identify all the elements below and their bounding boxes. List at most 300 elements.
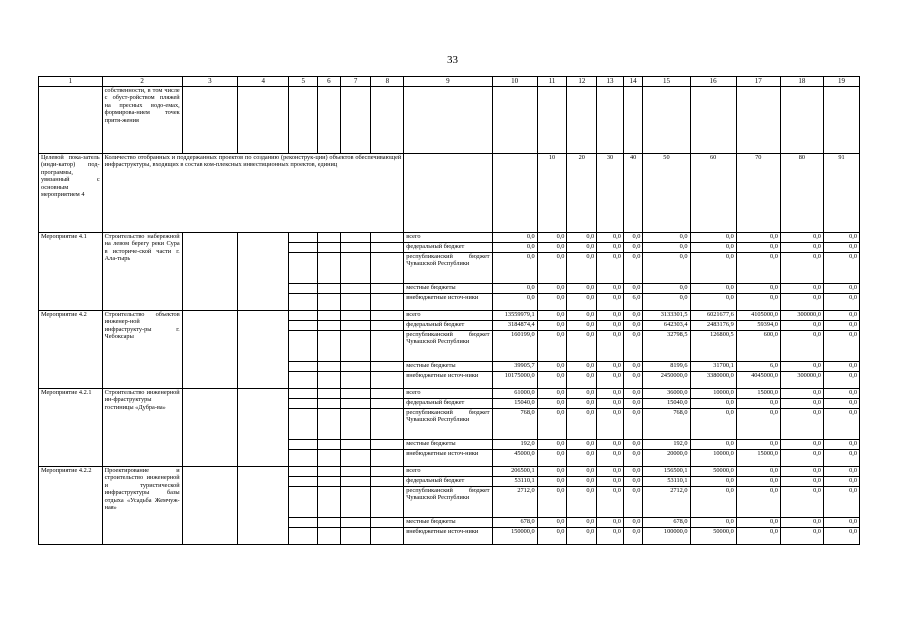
column-header: 15 bbox=[643, 77, 690, 87]
amount-cell: 0,0 bbox=[492, 233, 537, 243]
amount-cell: 0,0 bbox=[567, 253, 597, 284]
empty-cell bbox=[780, 87, 823, 154]
amount-cell: 0,0 bbox=[623, 253, 642, 284]
amount-cell: 0,0 bbox=[823, 528, 859, 545]
amount-cell: 192,0 bbox=[492, 440, 537, 450]
amount-cell: 0,0 bbox=[780, 487, 823, 518]
amount-cell: 39905,7 bbox=[492, 362, 537, 372]
target-value: 80 bbox=[780, 154, 823, 233]
amount-cell: 0,0 bbox=[780, 409, 823, 440]
amount-cell: 0,0 bbox=[597, 450, 624, 467]
amount-cell: 0,0 bbox=[643, 233, 690, 243]
amount-cell: 0,0 bbox=[643, 284, 690, 294]
empty-cell bbox=[492, 154, 537, 233]
empty-cell bbox=[371, 311, 404, 321]
amount-cell: 0,0 bbox=[537, 321, 567, 331]
amount-cell: 0,0 bbox=[690, 253, 736, 284]
funding-source: всего bbox=[404, 389, 492, 399]
column-header: 19 bbox=[823, 77, 859, 87]
amount-cell: 0,0 bbox=[597, 253, 624, 284]
amount-cell: 59394,0 bbox=[736, 321, 780, 331]
amount-cell: 0,0 bbox=[537, 487, 567, 518]
funding-source: республиканский бюджет Чувашской Республики bbox=[404, 253, 492, 284]
amount-cell: 2450000,0 bbox=[643, 372, 690, 389]
funding-source: федеральный бюджет bbox=[404, 477, 492, 487]
funding-source: местные бюджеты bbox=[404, 284, 492, 294]
table-row bbox=[39, 389, 860, 399]
empty-cell bbox=[289, 440, 318, 450]
amount-cell: 678,0 bbox=[492, 518, 537, 528]
empty-cell bbox=[318, 243, 341, 253]
amount-cell: 300000,0 bbox=[780, 311, 823, 321]
funding-source: федеральный бюджет bbox=[404, 399, 492, 409]
amount-cell: 0,0 bbox=[597, 528, 624, 545]
empty-cell bbox=[238, 389, 289, 467]
table-row bbox=[39, 467, 860, 477]
empty-cell bbox=[404, 154, 492, 233]
amount-cell: 0,0 bbox=[492, 294, 537, 311]
empty-cell bbox=[690, 87, 736, 154]
amount-cell: 0,0 bbox=[492, 284, 537, 294]
empty-cell bbox=[340, 518, 371, 528]
empty-cell bbox=[318, 284, 341, 294]
empty-cell bbox=[371, 284, 404, 294]
empty-cell bbox=[289, 311, 318, 321]
target-indicator-row bbox=[39, 154, 860, 233]
empty-cell bbox=[340, 294, 371, 311]
amount-cell: 0,0 bbox=[597, 362, 624, 372]
amount-cell: 0,0 bbox=[537, 409, 567, 440]
amount-cell: 15000,0 bbox=[736, 389, 780, 399]
amount-cell: 0,0 bbox=[597, 284, 624, 294]
empty-cell bbox=[289, 243, 318, 253]
empty-cell bbox=[340, 477, 371, 487]
empty-cell bbox=[340, 409, 371, 440]
amount-cell: 0,0 bbox=[690, 284, 736, 294]
empty-cell bbox=[340, 321, 371, 331]
amount-cell: 0,0 bbox=[567, 518, 597, 528]
amount-cell: 642303,4 bbox=[643, 321, 690, 331]
empty-cell bbox=[371, 487, 404, 518]
amount-cell: 0,0 bbox=[567, 467, 597, 477]
amount-cell: 0,0 bbox=[780, 331, 823, 362]
empty-cell bbox=[371, 477, 404, 487]
amount-cell: 0,0 bbox=[623, 233, 642, 243]
amount-cell: 0,0 bbox=[736, 294, 780, 311]
funding-source: республиканский бюджет Чувашской Республики bbox=[404, 331, 492, 362]
empty-cell bbox=[371, 467, 404, 477]
funding-source: всего bbox=[404, 311, 492, 321]
amount-cell: 0,0 bbox=[597, 243, 624, 253]
amount-cell: 0,0 bbox=[690, 518, 736, 528]
amount-cell: 3380000,0 bbox=[690, 372, 736, 389]
empty-cell bbox=[318, 331, 341, 362]
amount-cell: 0,0 bbox=[537, 518, 567, 528]
amount-cell: 0,0 bbox=[780, 362, 823, 372]
target-label: Целевой пока-затель (инди-катор) под-программы, увязанный с основным мероприятием 4 bbox=[39, 154, 103, 233]
amount-cell: 0,0 bbox=[780, 477, 823, 487]
amount-cell: 0,0 bbox=[537, 253, 567, 284]
amount-cell: 0,0 bbox=[623, 440, 642, 450]
empty-cell bbox=[340, 331, 371, 362]
amount-cell: 0,0 bbox=[537, 440, 567, 450]
empty-cell bbox=[318, 440, 341, 450]
amount-cell: 15040,0 bbox=[492, 399, 537, 409]
empty-cell bbox=[371, 253, 404, 284]
amount-cell: 0,0 bbox=[623, 243, 642, 253]
amount-cell: 0,0 bbox=[597, 477, 624, 487]
table-row bbox=[39, 233, 860, 243]
amount-cell: 53110,1 bbox=[492, 477, 537, 487]
amount-cell: 0,0 bbox=[736, 440, 780, 450]
target-value: 70 bbox=[736, 154, 780, 233]
amount-cell: 0,0 bbox=[690, 409, 736, 440]
amount-cell: 0,0 bbox=[736, 518, 780, 528]
amount-cell: 15040,0 bbox=[643, 399, 690, 409]
empty-cell bbox=[289, 389, 318, 399]
empty-cell bbox=[823, 87, 859, 154]
amount-cell: 6,0 bbox=[736, 362, 780, 372]
amount-cell: 3133301,5 bbox=[643, 311, 690, 321]
amount-cell: 0,0 bbox=[643, 253, 690, 284]
amount-cell: 0,0 bbox=[597, 331, 624, 362]
empty-cell bbox=[318, 233, 341, 243]
amount-cell: 0,0 bbox=[537, 528, 567, 545]
funding-source: внебюджетные источ-ники bbox=[404, 528, 492, 545]
empty-cell bbox=[371, 399, 404, 409]
amount-cell: 0,0 bbox=[823, 253, 859, 284]
amount-cell: 0,0 bbox=[492, 253, 537, 284]
amount-cell: 678,0 bbox=[643, 518, 690, 528]
column-header: 9 bbox=[404, 77, 492, 87]
amount-cell: 0,0 bbox=[623, 389, 642, 399]
column-header: 11 bbox=[537, 77, 567, 87]
empty-cell bbox=[289, 487, 318, 518]
empty-cell bbox=[340, 284, 371, 294]
empty-cell bbox=[182, 233, 237, 311]
amount-cell: 0,0 bbox=[690, 477, 736, 487]
empty-cell bbox=[318, 450, 341, 467]
column-header: 16 bbox=[690, 77, 736, 87]
empty-cell bbox=[340, 243, 371, 253]
funding-source: республиканский бюджет Чувашской Республики bbox=[404, 409, 492, 440]
amount-cell: 61000,0 bbox=[492, 389, 537, 399]
funding-source: местные бюджеты bbox=[404, 362, 492, 372]
empty-cell bbox=[289, 477, 318, 487]
amount-cell: 0,0 bbox=[567, 311, 597, 321]
amount-cell: 31700,1 bbox=[690, 362, 736, 372]
amount-cell: 0,0 bbox=[780, 528, 823, 545]
empty-cell bbox=[289, 284, 318, 294]
amount-cell: 0,0 bbox=[597, 409, 624, 440]
amount-cell: 0,0 bbox=[597, 467, 624, 477]
amount-cell: 36000,0 bbox=[643, 389, 690, 399]
amount-cell: 0,0 bbox=[823, 440, 859, 450]
funding-source: внебюджетные источ-ники bbox=[404, 294, 492, 311]
empty-cell bbox=[371, 528, 404, 545]
measure-name: Проектирование и строительство инженерной и туристической инфраструктуры базы отдыха «Усадьба Жемчуж-ная» bbox=[102, 467, 182, 545]
amount-cell: 0,0 bbox=[823, 233, 859, 243]
empty-cell bbox=[318, 518, 341, 528]
measure-name: Строительство инженерной ин-фраструктуры гостиницы «Дубра-ва» bbox=[102, 389, 182, 467]
empty-cell bbox=[371, 87, 404, 154]
empty-cell bbox=[371, 440, 404, 450]
amount-cell: 0,0 bbox=[643, 294, 690, 311]
amount-cell: 0,0 bbox=[537, 477, 567, 487]
empty-cell bbox=[182, 311, 237, 389]
amount-cell: 0,0 bbox=[537, 450, 567, 467]
amount-cell: 0,0 bbox=[736, 409, 780, 440]
amount-cell: 0,0 bbox=[823, 399, 859, 409]
empty-cell bbox=[318, 487, 341, 518]
amount-cell: 0,0 bbox=[736, 284, 780, 294]
amount-cell: 0,0 bbox=[537, 467, 567, 477]
amount-cell: 2483176,9 bbox=[690, 321, 736, 331]
funding-source: внебюджетные источ-ники bbox=[404, 450, 492, 467]
empty-cell bbox=[289, 450, 318, 467]
amount-cell: 6021677,6 bbox=[690, 311, 736, 321]
amount-cell: 0,0 bbox=[690, 487, 736, 518]
amount-cell: 4045000,0 bbox=[736, 372, 780, 389]
empty-cell bbox=[371, 409, 404, 440]
empty-cell bbox=[537, 87, 567, 154]
amount-cell: 50000,0 bbox=[690, 467, 736, 477]
amount-cell: 0,0 bbox=[623, 399, 642, 409]
column-header: 17 bbox=[736, 77, 780, 87]
amount-cell: 0,0 bbox=[623, 528, 642, 545]
empty-cell bbox=[371, 294, 404, 311]
amount-cell: 0,0 bbox=[823, 311, 859, 321]
amount-cell: 0,0 bbox=[537, 311, 567, 321]
empty-cell bbox=[238, 233, 289, 311]
amount-cell: 0,0 bbox=[823, 477, 859, 487]
empty-cell bbox=[340, 311, 371, 321]
empty-cell bbox=[340, 233, 371, 243]
amount-cell: 0,0 bbox=[567, 528, 597, 545]
empty-cell bbox=[492, 87, 537, 154]
amount-cell: 0,0 bbox=[780, 233, 823, 243]
target-value: 60 bbox=[690, 154, 736, 233]
amount-cell: 0,0 bbox=[780, 467, 823, 477]
amount-cell: 10000,0 bbox=[690, 450, 736, 467]
empty-cell bbox=[318, 399, 341, 409]
empty-cell bbox=[318, 87, 341, 154]
empty-cell bbox=[340, 389, 371, 399]
amount-cell: 0,0 bbox=[567, 477, 597, 487]
amount-cell: 0,0 bbox=[537, 372, 567, 389]
funding-source: местные бюджеты bbox=[404, 518, 492, 528]
column-header: 8 bbox=[371, 77, 404, 87]
amount-cell: 0,0 bbox=[597, 389, 624, 399]
empty-cell bbox=[404, 87, 492, 154]
amount-cell: 0,0 bbox=[567, 294, 597, 311]
column-header: 13 bbox=[597, 77, 624, 87]
empty-cell bbox=[289, 253, 318, 284]
empty-cell bbox=[289, 294, 318, 311]
funding-source: федеральный бюджет bbox=[404, 321, 492, 331]
amount-cell: 0,0 bbox=[823, 362, 859, 372]
empty-cell bbox=[289, 409, 318, 440]
empty-cell bbox=[318, 467, 341, 477]
amount-cell: 0,0 bbox=[623, 450, 642, 467]
empty-cell bbox=[318, 409, 341, 440]
column-header: 6 bbox=[318, 77, 341, 87]
amount-cell: 0,0 bbox=[823, 450, 859, 467]
column-header: 5 bbox=[289, 77, 318, 87]
amount-cell: 0,0 bbox=[492, 243, 537, 253]
amount-cell: 4105000,0 bbox=[736, 311, 780, 321]
empty-cell bbox=[371, 518, 404, 528]
empty-cell bbox=[318, 389, 341, 399]
amount-cell: 0,0 bbox=[623, 477, 642, 487]
amount-cell: 53110,1 bbox=[643, 477, 690, 487]
funding-source: всего bbox=[404, 467, 492, 477]
amount-cell: 768,0 bbox=[492, 409, 537, 440]
amount-cell: 0,0 bbox=[567, 409, 597, 440]
amount-cell: 0,0 bbox=[537, 294, 567, 311]
amount-cell: 6,0 bbox=[623, 294, 642, 311]
column-header: 4 bbox=[238, 77, 289, 87]
empty-cell bbox=[340, 399, 371, 409]
continuation-text: собственности, в том числе с обуст-ройством пляжей на пресных водо-емах, формирова-нием точек притя-жения bbox=[102, 87, 182, 154]
empty-cell bbox=[289, 331, 318, 362]
amount-cell: 2712,0 bbox=[492, 487, 537, 518]
empty-cell bbox=[340, 528, 371, 545]
funding-source: федеральный бюджет bbox=[404, 243, 492, 253]
column-header: 1 bbox=[39, 77, 103, 87]
empty-cell bbox=[597, 87, 624, 154]
amount-cell: 15000,0 bbox=[736, 450, 780, 467]
amount-cell: 20000,0 bbox=[643, 450, 690, 467]
empty-cell bbox=[182, 389, 237, 467]
amount-cell: 0,0 bbox=[780, 253, 823, 284]
target-value: 40 bbox=[623, 154, 642, 233]
empty-cell bbox=[318, 372, 341, 389]
amount-cell: 0,0 bbox=[597, 440, 624, 450]
empty-cell bbox=[340, 450, 371, 467]
column-header: 18 bbox=[780, 77, 823, 87]
empty-cell bbox=[318, 311, 341, 321]
amount-cell: 0,0 bbox=[823, 331, 859, 362]
empty-cell bbox=[318, 362, 341, 372]
empty-cell bbox=[318, 294, 341, 311]
empty-cell bbox=[238, 467, 289, 545]
amount-cell: 0,0 bbox=[597, 518, 624, 528]
amount-cell: 0,0 bbox=[623, 321, 642, 331]
empty-cell bbox=[289, 87, 318, 154]
empty-cell bbox=[371, 389, 404, 399]
target-value: 50 bbox=[643, 154, 690, 233]
amount-cell: 0,0 bbox=[823, 372, 859, 389]
program-table bbox=[38, 76, 860, 545]
amount-cell: 0,0 bbox=[690, 399, 736, 409]
empty-cell bbox=[340, 372, 371, 389]
continuation-row bbox=[39, 87, 860, 154]
amount-cell: 0,0 bbox=[537, 389, 567, 399]
amount-cell: 0,0 bbox=[780, 284, 823, 294]
amount-cell: 0,0 bbox=[537, 331, 567, 362]
amount-cell: 45000,0 bbox=[492, 450, 537, 467]
empty-cell bbox=[318, 528, 341, 545]
amount-cell: 600,0 bbox=[736, 331, 780, 362]
amount-cell: 0,0 bbox=[736, 477, 780, 487]
empty-cell bbox=[318, 477, 341, 487]
empty-cell bbox=[289, 321, 318, 331]
column-header: 2 bbox=[102, 77, 182, 87]
empty-cell bbox=[289, 233, 318, 243]
empty-cell bbox=[238, 311, 289, 389]
amount-cell: 300000,0 bbox=[780, 372, 823, 389]
amount-cell: 0,0 bbox=[736, 399, 780, 409]
empty-cell bbox=[289, 372, 318, 389]
funding-source: республиканский бюджет Чувашской Республики bbox=[404, 487, 492, 518]
amount-cell: 0,0 bbox=[780, 450, 823, 467]
empty-cell bbox=[340, 362, 371, 372]
amount-cell: 8199,6 bbox=[643, 362, 690, 372]
amount-cell: 206500,1 bbox=[492, 467, 537, 477]
amount-cell: 0,0 bbox=[623, 362, 642, 372]
empty-cell bbox=[289, 362, 318, 372]
empty-cell bbox=[39, 87, 103, 154]
amount-cell: 100000,0 bbox=[643, 528, 690, 545]
amount-cell: 0,0 bbox=[780, 321, 823, 331]
amount-cell: 0,0 bbox=[567, 399, 597, 409]
amount-cell: 0,0 bbox=[780, 440, 823, 450]
amount-cell: 0,0 bbox=[643, 243, 690, 253]
amount-cell: 0,0 bbox=[823, 487, 859, 518]
measure-code: Мероприятие 4.2.1 bbox=[39, 389, 103, 467]
amount-cell: 0,0 bbox=[597, 399, 624, 409]
amount-cell: 0,0 bbox=[736, 487, 780, 518]
empty-cell bbox=[289, 399, 318, 409]
amount-cell: 0,0 bbox=[567, 284, 597, 294]
amount-cell: 0,0 bbox=[567, 487, 597, 518]
amount-cell: 0,0 bbox=[567, 372, 597, 389]
empty-cell bbox=[340, 467, 371, 477]
amount-cell: 0,0 bbox=[537, 233, 567, 243]
funding-source: внебюджетные источ-ники bbox=[404, 372, 492, 389]
amount-cell: 0,0 bbox=[597, 487, 624, 518]
amount-cell: 0,0 bbox=[823, 467, 859, 477]
amount-cell: 10000,0 bbox=[690, 389, 736, 399]
funding-source: местные бюджеты bbox=[404, 440, 492, 450]
amount-cell: 0,0 bbox=[597, 294, 624, 311]
amount-cell: 0,0 bbox=[567, 362, 597, 372]
amount-cell: 3184874,4 bbox=[492, 321, 537, 331]
empty-cell bbox=[623, 87, 642, 154]
measure-code: Мероприятие 4.1 bbox=[39, 233, 103, 311]
empty-cell bbox=[371, 233, 404, 243]
amount-cell: 768,0 bbox=[643, 409, 690, 440]
target-value: 10 bbox=[537, 154, 567, 233]
empty-cell bbox=[371, 450, 404, 467]
empty-cell bbox=[371, 321, 404, 331]
empty-cell bbox=[318, 321, 341, 331]
empty-cell bbox=[371, 331, 404, 362]
amount-cell: 13559979,1 bbox=[492, 311, 537, 321]
column-header: 10 bbox=[492, 77, 537, 87]
amount-cell: 0,0 bbox=[823, 389, 859, 399]
measure-name: Строительство объектов инженер-ной инфраструкту-ры г. Чебоксары bbox=[102, 311, 182, 389]
empty-cell bbox=[567, 87, 597, 154]
amount-cell: 0,0 bbox=[690, 233, 736, 243]
amount-cell: 0,0 bbox=[623, 311, 642, 321]
empty-cell bbox=[182, 87, 237, 154]
empty-cell bbox=[340, 440, 371, 450]
amount-cell: 0,0 bbox=[537, 243, 567, 253]
amount-cell: 0,0 bbox=[623, 409, 642, 440]
amount-cell: 0,0 bbox=[597, 233, 624, 243]
